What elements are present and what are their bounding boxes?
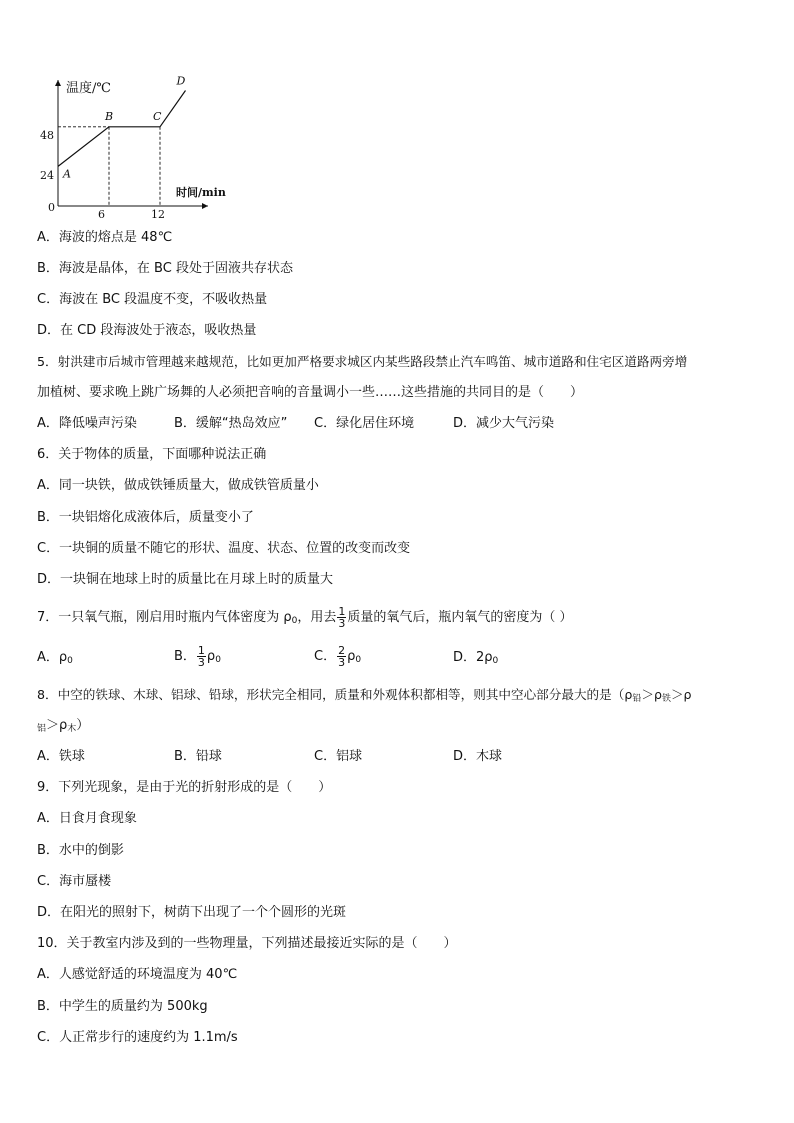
x-axis-label: 时间/min [176,186,226,199]
point-label-b: B [105,109,114,123]
q5-option-c: C．绿化居住环境 [314,416,415,431]
q5-option-a: A．降低噪声污染 [37,416,137,431]
q9-option-c: C．海市蜃楼 [37,874,112,889]
q4-option-c: C．海波在 BC 段温度不变，不吸收热量 [37,292,268,307]
temperature-curve [58,91,186,167]
point-label-a: A [63,167,71,181]
q8-option-d: D．木球 [453,749,503,764]
q10-option-c: C．人正常步行的速度约为 1.1m/s [37,1030,238,1045]
point-label-c: C [153,109,162,123]
q7-option-a: A．$\rho_0$ [37,650,73,666]
y-tick-48: 48 [40,129,54,142]
q4-option-d: D．在 CD 段海波处于液态，吸收热量 [37,323,257,338]
q9-option-d: D．在阳光的照射下，树荫下出现了一个个圆形的光斑 [37,905,347,920]
q9-stem: 9．下列光现象，是由于光的折射形成的是（ ） [37,780,332,795]
q6-option-d: D．一块铜在地球上时的质量比在月球上时的质量大 [37,572,334,587]
fraction-one-third: $\frac{1}{3}$ [338,605,346,630]
q5-option-d: D．减少大气污染 [453,416,555,431]
q8-option-a: A．铁球 [37,749,85,764]
q10-option-a: A．人感觉舒适的环境温度为 40℃ [37,967,238,982]
q5-option-b: B．缓解“热岛效应” [174,416,288,431]
y-tick-24: 24 [40,169,54,182]
q9-option-b: B．水中的倒影 [37,843,124,858]
q8-stem-line1: 8．中空的铁球、木球、铝球、铅球，形状完全相同，质量和外观体积都相等，则其中空心部分最大的是（$\rho_铅>\rho_铁>\rho$ [37,687,692,704]
q6-option-c: C．一块铜的质量不随它的形状、温度、状态、位置的改变而改变 [37,541,411,556]
q10-option-b: B．中学生的质量约为 500kg [37,999,208,1014]
point-label-d: D [176,74,186,88]
y-axis-label: 温度/℃ [66,81,111,96]
origin-tick: 0 [48,201,55,214]
q5-stem-line1: 5．射洪建市后城市管理越来越规范，比如更加严格要求城区内某些路段禁止汽车鸣笛、城市道路和住宅区道路两旁增 [37,354,688,369]
q4-option-b: B．海波是晶体，在 BC 段处于固液共存状态 [37,261,293,276]
q7-stem: 7．一只氧气瓶，刚启用时瓶内气体密度为 $\rho_0$，用去 $\frac{1}{3}$ 质量的氧气后，瓶内氧气的密度为（ ） [37,605,573,630]
q8-option-b: B．铅球 [174,749,222,764]
x-tick-12: 12 [151,208,165,221]
q7-option-c: C． $\frac{2}{3}$ $\rho_0$ [314,644,362,669]
q7-option-b: B． $\frac{1}{3}$ $\rho_0$ [174,644,221,669]
guide-lines [58,127,160,206]
q9-option-a: A．日食月食现象 [37,811,137,826]
x-tick-6: 6 [98,208,105,221]
q8-stem-line2: $_铝>\rho_木$） [37,718,90,734]
temperature-time-graph [30,72,230,222]
q4-option-a: A．海波的熔点是 48℃ [37,230,173,245]
q8-option-c: C．铝球 [314,749,363,764]
q6-option-a: A．同一块铁，做成铁锤质量大，做成铁管质量小 [37,478,319,493]
q6-option-b: B．一块铝熔化成液体后，质量变小了 [37,510,254,525]
q6-stem: 6．关于物体的质量，下面哪种说法正确 [37,447,267,462]
q10-stem: 10．关于教室内涉及到的一些物理量，下列描述最接近实际的是（ ） [37,936,457,951]
q5-stem-line2: 加植树、要求晚上跳广场舞的人必须把音响的音量调小一些……这些措施的共同目的是（ ） [37,385,584,400]
q7-option-d: D．$2\rho_0$ [453,650,499,666]
